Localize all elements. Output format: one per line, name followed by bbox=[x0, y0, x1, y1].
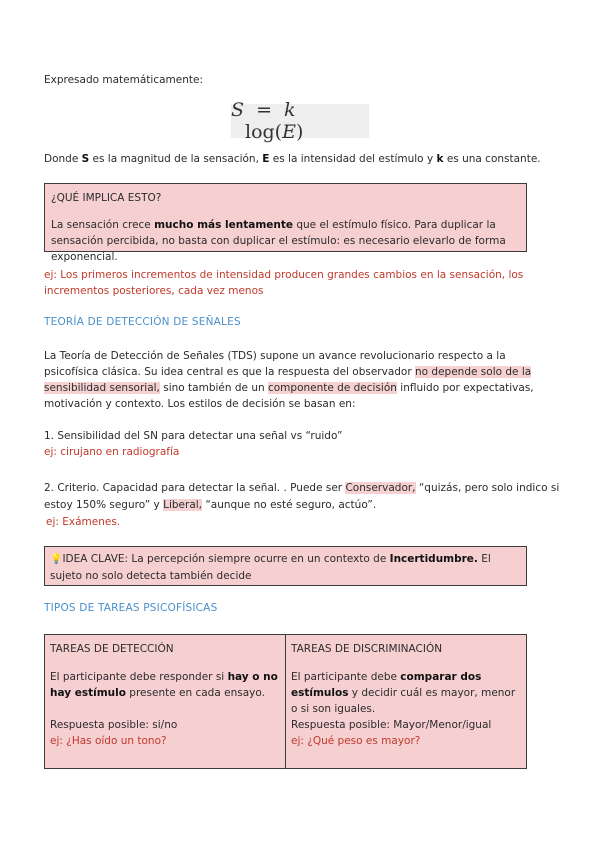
formula-s: S bbox=[231, 99, 245, 121]
criterio-text: “aunque no esté seguro, actúo”. bbox=[202, 499, 377, 511]
formula bbox=[231, 99, 369, 143]
implica-bold: mucho más lentamente bbox=[154, 219, 294, 231]
where-e: E bbox=[262, 153, 270, 165]
example-criterio: ej: Exámenes. bbox=[46, 516, 121, 528]
where-text: es la intensidad del estímulo y bbox=[269, 153, 437, 165]
discrimination-header: TAREAS DE DISCRIMINACIÓN bbox=[291, 643, 443, 655]
item-sensibilidad: 1. Sensibilidad del SN para detectar una señal vs “ruido” bbox=[44, 430, 343, 442]
detection-text: presente en cada ensayo. bbox=[125, 687, 265, 699]
tds-highlight: no depende solo de la sensibilidad sensorial, bbox=[44, 366, 532, 394]
intro-text: Expresado matemáticamente: bbox=[44, 74, 203, 86]
section-heading-tipos: TIPOS DE TAREAS PSICOFÍSICAS bbox=[44, 602, 218, 614]
where-text: Donde bbox=[44, 153, 82, 165]
tds-text: influido por expectativas, motivación y contexto. Los estilos de decisión se basan en: bbox=[44, 382, 534, 410]
criterio-highlight: Liberal, bbox=[163, 499, 203, 511]
example-sensibilidad: ej: cirujano en radiografía bbox=[44, 446, 180, 458]
implica-text: La sensación crece bbox=[51, 219, 155, 231]
clave-bold: Incertidumbre. bbox=[389, 553, 478, 565]
detection-response: Respuesta posible: si/no bbox=[50, 719, 178, 731]
implica-callout bbox=[44, 183, 527, 263]
tds-paragraph bbox=[44, 348, 560, 412]
tds-text: La Teoría de Detección de Señales (TDS) supone un avance revolucionario respecto a la psicofísica clásica. Su idea central es que la respuesta del observador bbox=[44, 350, 506, 378]
discrimination-text: El participante debe bbox=[291, 671, 401, 683]
formula-e: E bbox=[282, 121, 296, 143]
section-heading-tds: TEORÍA DE DETECCIÓN DE SEÑALES bbox=[44, 316, 241, 328]
discrimination-example: ej: ¿Qué peso es mayor? bbox=[291, 735, 421, 747]
criterio-text: 2. Criterio. Capacidad para detectar la señal. . Puede ser bbox=[44, 482, 346, 494]
clave-text: IDEA CLAVE: La percepción siempre ocurre en un contexto de bbox=[62, 553, 390, 565]
detection-text: El participante debe responder si bbox=[50, 671, 228, 683]
idea-clave-callout bbox=[44, 546, 527, 586]
tasks-table bbox=[44, 634, 527, 769]
where-k: k bbox=[436, 153, 444, 165]
table-cell-discrimination bbox=[286, 635, 527, 769]
example-weber: ej: Los primeros incrementos de intensidad producen grandes cambios en la sensación, los incrementos posteriores, cada vez menos bbox=[44, 269, 524, 297]
implica-text: que el estímulo físico. Para duplicar la sensación percibida, no basta con duplicar el estímulo: es necesario elevarlo de forma exponencial. bbox=[51, 219, 506, 263]
where-text: es la magnitud de la sensación, bbox=[89, 153, 263, 165]
formula-log: log( bbox=[245, 121, 283, 143]
formula-explanation bbox=[44, 151, 564, 167]
implica-body bbox=[51, 217, 520, 265]
detection-example: ej: ¿Has oído un tono? bbox=[50, 735, 167, 747]
formula-close: ) bbox=[295, 121, 304, 143]
where-s: S bbox=[81, 153, 90, 165]
criterio-text: “quizás, pero solo indico si estoy 150% seguro” y bbox=[44, 482, 560, 511]
detection-body bbox=[50, 669, 280, 701]
discrimination-response: Respuesta posible: Mayor/Menor/igual bbox=[291, 719, 492, 731]
lightbulb-icon: 💡 bbox=[50, 554, 63, 565]
item-criterio bbox=[44, 480, 560, 514]
tds-text: sino también de un bbox=[159, 382, 268, 394]
where-text: es una constante. bbox=[443, 153, 541, 165]
tds-highlight: componente de decisión bbox=[267, 382, 397, 394]
detection-bold: hay o no hay estímulo bbox=[50, 671, 278, 699]
criterio-highlight: Conservador, bbox=[345, 482, 416, 494]
detection-header: TAREAS DE DETECCIÓN bbox=[50, 643, 174, 655]
formula-k: k bbox=[284, 99, 296, 121]
discrimination-text: y decidir cuál es mayor, menor o si son iguales. bbox=[291, 687, 516, 715]
formula-eq: = bbox=[256, 99, 272, 121]
implica-title: ¿QUÉ IMPLICA ESTO? bbox=[51, 192, 162, 204]
discrimination-bold: comparar dos estímulos bbox=[291, 671, 482, 699]
clave-text: El sujeto no solo detecta también decide bbox=[50, 553, 491, 582]
formula-box bbox=[231, 99, 369, 143]
table-cell-detection bbox=[45, 635, 286, 769]
discrimination-body bbox=[291, 669, 521, 717]
